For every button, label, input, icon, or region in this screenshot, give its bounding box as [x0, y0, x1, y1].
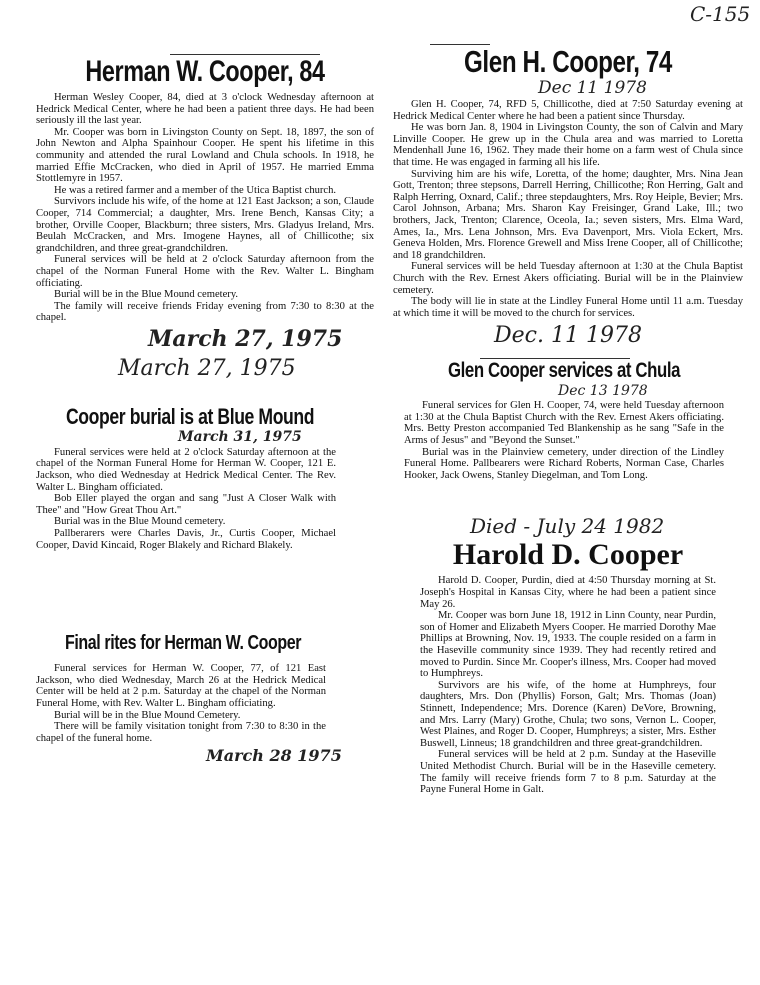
handwritten-note: Dec. 11 1978 [494, 323, 642, 349]
article-body [36, 663, 326, 744]
paragraph: Burial was in the Blue Mound cemetery. [54, 516, 226, 528]
clipping-herman-obituary [36, 54, 374, 382]
paragraph: Herman Wesley Cooper, 84, died at 3 o'clock Wednesday afternoon at Hedrick Medical Center, where he had been a patient three days. He had been seriously ill the last year. [36, 92, 374, 127]
headline: Glen H. Cooper, 74 [464, 44, 672, 79]
paragraph: Surviving him are his wife, Loretta, of the home; daughter, Mrs. Nina Jean Gott, Trenton; three stepsons, Darrell Herring, Chillicothe; Ron Herring, Galt and Ralph Herring, Oxnard, Calif.; three stepdaughters, Mrs. Roy Heiple, Bevier; Mrs. Carol Johnson, Arbana; Mrs. Sharon Kay Freisinger, Grand Lake, Ill.; two brothers, Jack, Trenton; Clarence, Oceola, Ia.; seven sisters, Mrs. Elma Ward, Ames, Ia., Mrs. Lena Johnson, Mrs. Eva Davenport, Mrs. Viola Eckert, Mrs. Geneva Holden, Mrs. Florence Grewell and Miss Irene Cooper, all of Chillicothe; and 18 grandchildren. [393, 168, 743, 261]
left-column [36, 54, 374, 765]
headline: Glen Cooper services at Chula [447, 359, 681, 383]
clipping-harold-obituary [420, 515, 716, 795]
paragraph: Funeral services will be held Tuesday afternoon at 1:30 at the Chula Baptist Church with the Rev. Ernest Akers officiating. Burial will be in the Plainview cemetery. [393, 261, 743, 296]
handwritten-date: March 31, 1975 [178, 428, 302, 445]
paragraph: The family will receive friends Friday evening from 7:30 to 8:30 at the chapel. [36, 300, 374, 324]
paragraph: Burial will be in the Blue Mound cemetery. [54, 289, 239, 301]
paragraph: Burial will be in the Blue Mound Cemetery. [54, 709, 241, 721]
headline: Herman W. Cooper, 84 [85, 55, 325, 88]
paragraph: He was born Jan. 8, 1904 in Livingston County, the son of Calvin and Mary Linville Cooper. He grew up in the Chula area and was married to Loretta Mendenhall June 16, 1962. They made their home on a farm west of Chula since that time. He was engaged in farming all his life. [393, 122, 743, 168]
handwritten-date: Dec 13 1978 [558, 383, 648, 400]
right-column [393, 44, 743, 796]
handwritten-date: March 27, 1975 [118, 355, 296, 381]
headline: Cooper burial is at Blue Mound [66, 403, 315, 429]
paragraph: Mr. Cooper was born in Livingston County on Sept. 18, 1897, the son of John Newton and Alpha Spainhour Cooper. He spent his lifetime in this community and attended the rural Lowland and Chula schools. In 1918, he married Effie McCracken, who died in April of 1957. He married Emma Stottlemyre in 1957. [36, 126, 374, 185]
paragraph: Funeral services will be held at 2 o'clock Saturday afternoon from the chapel of the Norman Funeral Home with the Rev. Walter L. Bingham officiating. [36, 254, 374, 289]
clipping-glen-services [404, 358, 724, 481]
paragraph: Glen H. Cooper, 74, RFD 5, Chillicothe, died at 7:50 Saturday evening at Hedrick Medical Center where he had been a patient since Thursday. [393, 99, 743, 122]
article-body [36, 447, 336, 551]
article-body [36, 92, 374, 324]
paragraph: Harold D. Cooper, Purdin, died at 4:50 Thursday morning at St. Joseph's Hospital in Kansas City, where he had been a patient since May 26. [420, 575, 716, 610]
handwritten-date: Dec 11 1978 [538, 78, 647, 98]
headline: Harold D. Cooper [452, 538, 684, 572]
paragraph: Funeral services for Herman W. Cooper, 77, of 121 East Jackson, who died Wednesday, March 26 at the Hedrick Medical Center will be held at 2 p.m. Saturday at the chapel of the Norman Funeral Home, with Rev. Walter L. Bingham officiating. [36, 663, 326, 709]
paragraph: Burial was in the Plainview cemetery, under direction of the Lindley Funeral Home. Pallbearers were Richard Roberts, Norman Case, Charles Hooker, Jack Owens, Stanley Diegelman, and Tom Long. [404, 446, 724, 481]
page-reference-note: C-155 [690, 2, 751, 26]
paragraph: Funeral services for Glen H. Cooper, 74, were held Tuesday afternoon at 1:30 at the Chula Baptist Church with the Rev. Ernest Akers officiating. Mrs. Betty Preston accompanied Ted Blankenship as he sang "Safe in the Arms of Jesus" and "Beyond the Sunset." [404, 400, 724, 447]
paragraph: Bob Eller played the organ and sang "Just A Closer Walk with Thee" and "How Great Thou Art." [36, 493, 336, 516]
clipping-final-rites [36, 631, 342, 766]
paragraph: Mr. Cooper was born June 18, 1912 in Linn County, near Purdin, son of Homer and Elizabeth Myers Cooper. He married Dorothy Mae Phillips at Browning, Nov. 19, 1933. The couple resided on a farm in the Haseville community since 1939. They had recently retired and moved to Purdin. Since Mr. Cooper's illness, Mrs. Cooper had moved to Humphreys. [420, 610, 716, 680]
article-body [420, 575, 716, 795]
handwritten-date: March 27, 1975 [148, 325, 343, 352]
headline: Final rites for Herman W. Cooper [65, 632, 302, 655]
handwritten-date: Died - July 24 1982 [470, 514, 665, 539]
handwritten-date: March 28 1975 [206, 746, 342, 766]
clipping-cooper-burial [36, 404, 336, 551]
paragraph: Funeral services were held at 2 o'clock Saturday afternoon at the chapel of the Norman Funeral Home for Herman W. Cooper, 121 E. Jackson, who died Wednesday at Hedrick Medical Center. The Rev. Walter L. Bingham officiated. [36, 446, 336, 493]
paragraph: Survivors are his wife, of the home at Humphreys, four daughters, Mrs. Don (Phyllis) Forson, Galt; Mrs. Thomas (Joan) Stinnett, Independence; Mrs. Dorence (Karen) DeVore, Browning, and Mrs. Larry (Mary) Grothe, Chula; two sons, Vernon L. Cooper, West Plaines, and Roger D. Cooper, Humphreys; a sister, Mrs. Esther Buswell, Linneus; 18 grandchildren and three great-grandchildren. [420, 679, 716, 749]
clipping-glen-obituary [393, 44, 743, 348]
paragraph: Survivors include his wife, of the home at 121 East Jackson; a son, Claude Cooper, 714 Commercial; a daughter, Mrs. Irene Bench, Kansas City; a brother, Orville Cooper, Blackburn; three sisters, Mrs. Gladyus Ireland, Mrs. Beulah McCracken, and Mrs. Imogene Haynes, all of Chillicothe; six grandchildren, and three great-grandchildren. [36, 196, 374, 254]
article-body [393, 99, 743, 319]
paragraph: Funeral services will be held at 2 p.m. Sunday at the Haseville United Methodist Church. Burial will be in the Haseville cemetery. The family will receive friends form 7 to 8 p.m. Saturday at the Payne Funeral Home in Galt. [420, 749, 716, 796]
article-body [404, 400, 724, 481]
paragraph: Pallberarers were Charles Davis, Jr., Curtis Cooper, Michael Cooper, David Kincaid, Roger Blakely and Richard Blakely. [36, 528, 336, 551]
paragraph: The body will lie in state at the Lindley Funeral Home until 11 a.m. Tuesday at which time it will be moved to the church for services. [393, 296, 743, 319]
paragraph: He was a retired farmer and a member of the Utica Baptist church. [54, 184, 337, 196]
paragraph: There will be family visitation tonight from 7:30 to 8:30 in the chapel of the funeral home. [36, 721, 326, 744]
